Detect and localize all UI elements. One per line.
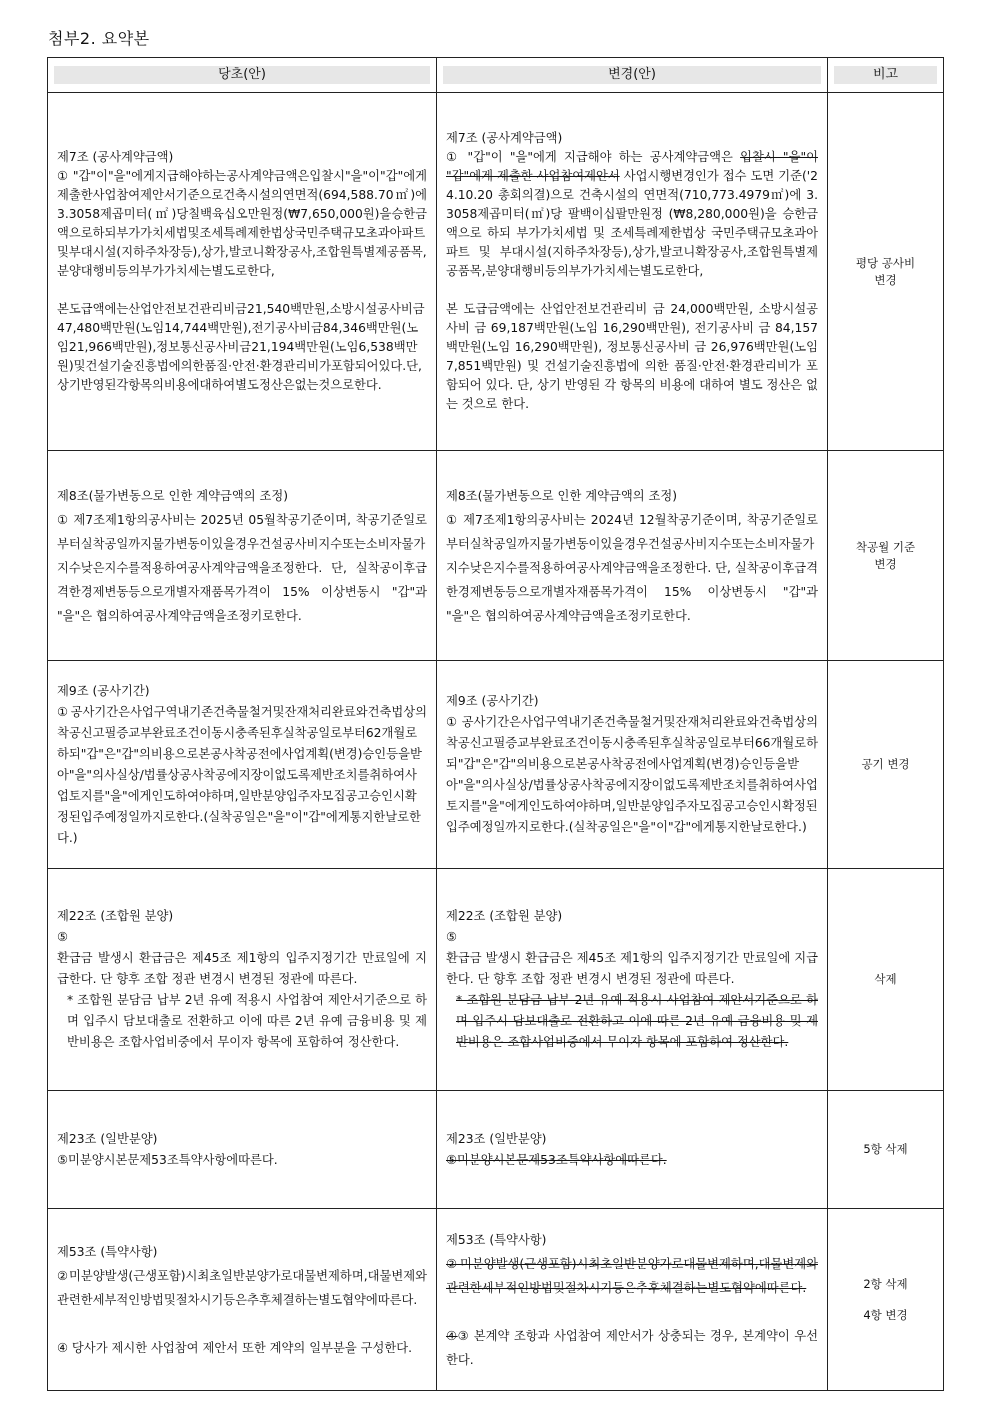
art22-orig-num: ⑤ xyxy=(57,930,69,944)
art8-changed xyxy=(437,451,828,661)
art9-orig-title: 제9조 (공사기간) xyxy=(57,683,150,698)
art8-orig-p1: ① 제7조제1항의공사비는 2025년 05월착공기준이며, 착공기준일로부터실착공일까지물가변동이있을경우건설공사비지수또는소비자물가지수낮은지수를적용하여공사계약금액을조정한다. 단, 실착공이후급격한경제변동등으로개별자재품목가격이 15% 이상변동시 "갑"과 "을"은 협의하여공사계약금액을조정키로한다. xyxy=(57,512,427,623)
art9-orig-p1: ①공사기간은사업구역내기존건축물철거및잔재처리완료와건축법상의착공신고필증교부완료조건이동시충족된후실착공일로부터62개월로하되"갑"은"갑"의비용으로본공사착공전에사업계획(변경)승인등을받아"을"의사실상/법률상공사착공에지장이없도록제반조치를취하여사업토지를"을"에게인도하여야하며,일반분양입주자모집공고승인시확정된입주예정일까지로한다.(실착공일은"을"이"갑"에게통지한날로한다.) xyxy=(57,704,427,845)
art8-orig-title: 제8조(물가변동으로 인한 계약금액의 조정) xyxy=(57,488,289,503)
art7-orig-p2: 본도급액에는산업안전보건관리비금21,540백만원,소방시설공사비금47,480백만원(노임14,744백만원),전기공사비금84,346백만원(노임21,966백만원),정보통신공사비금21,194백만원(노임6,538백만원)및건설기술진흥법에의한품질·안전·환경관리비가포함되어있다.단,상기반영된각항목의비용에대하여별도정산은없는것으로한다. xyxy=(57,302,425,392)
art7-new-p2: 본 도급금액에는 산업안전보건관리비 금 24,000백만원, 소방시설공사비 금 69,187백만원(노임 16,290백만원), 전기공사비 금 84,157백만원(노임 16,290백만원), 정보통신공사비 금 26,976백만원(노임 7,851백만원) 및 건설기술진흥법에 의한 품질·안전·환경관리비가 포함되어 있다. 단, 상기 반영된 각 항목의 비용에 대하여 별도 정산은 없는 것으로 한다. xyxy=(446,302,818,411)
art23-orig-title: 제23조 (일반분양) xyxy=(57,1131,158,1146)
art53-new-p1-deleted: ②미분양발생(근생포함)시최초일반분양가로대물변제하며,대물변제와관련한세부적인방법및절차시기등은추후체결하는별도협약에따른다. xyxy=(446,1256,818,1295)
header-row xyxy=(48,58,944,93)
art23-remark: 5항 삭제 xyxy=(828,1091,944,1209)
art8-new-p1: ① 제7조제1항의공사비는 2024년 12월착공기준이며, 착공기준일로부터실착공일까지물가변동이있을경우건설공사비지수또는소비자물가지수낮은지수를적용하여공사계약금액을조정한다. 단, 실착공이후급격한경제변동등으로개별자재품목가격이 15% 이상변동시 "갑"과 "을"은 협의하여공사계약금액을조정키로한다. xyxy=(446,512,818,623)
row-article-22 xyxy=(48,869,944,1091)
art9-changed xyxy=(437,661,828,869)
art22-orig-p1: 환급금 발생시 환급금은 제45조 제1항의 입주지정기간 만료일에 지급한다. 단 향후 조합 정관 변경시 변경된 정관에 따른다. xyxy=(57,951,427,986)
document-title: 첨부2. 요약본 xyxy=(48,29,150,48)
art53-new-p2: ④③ 본계약 조항과 사업참여 제안서가 상충되는 경우, 본계약이 우선한다. xyxy=(446,1328,818,1367)
art22-orig-p2: * 조합원 분담금 납부 2년 유예 적용시 사업참여 제안서기준으로 하며 입주시 담보대출로 전환하고 이에 따른 2년 유예 금융비용 및 제반비용은 조합사업비중에서 무이자 항목에 포함하여 정산한다. xyxy=(67,993,427,1049)
art7-changed xyxy=(437,93,828,451)
art9-remark: 공기 변경 xyxy=(828,661,944,869)
row-article-7 xyxy=(48,93,944,451)
row-article-53 xyxy=(48,1209,944,1391)
art23-orig-p1: ⑤미분양시본문제53조특약사항에따른다. xyxy=(57,1152,278,1167)
art22-new-num: ⑤ xyxy=(446,930,458,944)
art9-new-p1: ①공사기간은사업구역내기존건축물철거및잔재처리완료와건축법상의착공신고필증교부완료조건이동시충족된후실착공일로부터66개월로하되"갑"은"갑"의비용으로본공사착공전에사업계획(변경)승인등을받아"을"의사실상/법률상공사착공에지장이없도록제반조치를취하여사업토지를"을"에게인도하여야하며,일반분양입주자모집공고승인시확정된입주예정일까지로한다.(실착공일은"을"이"갑"에게통지한날로한다.) xyxy=(446,715,819,834)
art7-orig-title: 제7조 (공사계약금액) xyxy=(57,150,174,164)
art7-new-title: 제7조 (공사계약금액) xyxy=(446,131,563,145)
art53-changed xyxy=(437,1209,828,1391)
art7-new-p1: ① "갑"이 "을"에게 지급해야 하는 공사계약금액은 입찰시 "을"이 "갑"에게 제출한 사업참여제안서 사업시행변경인가 접수 도면 기준('24.10.20 총회의결)으로 건축시설의 연면적(710,773.4979㎡)에 3.3058제곱미터(㎡)당 팔백이십팔만원정 (₩8,280,000원)을 승한금액으로 하되 부가가치세법 및 조세특례제한법상 국민주택규모초과아파트 및 부대시설(지하주차장등),상가,발코니확장공사,조합원특별제공품목,분양대행비등의부가가치세는별도로한다, xyxy=(446,150,818,278)
art22-changed xyxy=(437,869,828,1091)
art8-original xyxy=(48,451,437,661)
art22-new-p2-deleted: * 조합원 분담금 납부 2년 유예 적용시 사업참여 제안서기준으로 하며 입주시 담보대출로 전환하고 이에 따른 2년 유예 금융비용 및 제반비용은 조합사업비중에서 무이자 항목에 포함하여 정산한다. xyxy=(456,993,818,1049)
art23-original xyxy=(48,1091,437,1209)
art53-orig-p2: ④ 당사가 제시한 사업참여 제안서 또한 계약의 일부분을 구성한다. xyxy=(57,1340,413,1355)
art23-new-p1-deleted: ⑤미분양시본문제53조특약사항에따른다. xyxy=(446,1152,667,1167)
header-remark: 비고 xyxy=(828,58,944,93)
art53-orig-p1: ②미분양발생(근생포함)시최초일반분양가로대물변제하며,대물변제와관련한세부적인방법및절차시기등은추후체결하는별도협약에따른다. xyxy=(57,1268,427,1307)
art7-remark: 평당 공사비 변경 xyxy=(828,93,944,451)
row-article-8 xyxy=(48,451,944,661)
art9-new-title: 제9조 (공사기간) xyxy=(446,694,539,708)
art22-orig-title: 제22조 (조합원 분양) xyxy=(57,909,174,923)
header-original: 당초(안) xyxy=(48,58,437,93)
summary-table xyxy=(47,57,944,1391)
art22-new-p1: 환급금 발생시 환급금은 제45조 제1항의 입주지정기간 만료일에 지급한다. 단 향후 조합 정관 변경시 변경된 정관에 따른다. xyxy=(446,951,818,986)
art22-remark: 삭제 xyxy=(828,869,944,1091)
art7-original xyxy=(48,93,437,451)
art53-remark: 2항 삭제 4항 변경 xyxy=(828,1209,944,1391)
art23-new-title: 제23조 (일반분양) xyxy=(446,1131,547,1146)
row-article-23 xyxy=(48,1091,944,1209)
art53-new-p2-deleted: ④ xyxy=(446,1328,458,1343)
art23-changed xyxy=(437,1091,828,1209)
art8-remark: 착공월 기준 변경 xyxy=(828,451,944,661)
art8-new-title: 제8조(물가변동으로 인한 계약금액의 조정) xyxy=(446,488,678,503)
art53-orig-title: 제53조 (특약사항) xyxy=(57,1244,158,1259)
art22-original xyxy=(48,869,437,1091)
art9-original xyxy=(48,661,437,869)
art22-new-title: 제22조 (조합원 분양) xyxy=(446,909,563,923)
header-changed: 변경(안) xyxy=(437,58,828,93)
art53-original xyxy=(48,1209,437,1391)
row-article-9 xyxy=(48,661,944,869)
art7-orig-p1: ①"갑"이"을"에게지급해야하는공사계약금액은입찰시"을"이"갑"에게제출한사업참여제안서기준으로건축시설의연면적(694,588.70㎡)에3.3058제곱미터(㎡)당칠백육십오만원정(₩7,650,000원)을승한금액으로하되부가가치세법및조세특례제한법상국민주택규모초과아파트및부대시설(지하주차장등),상가,발코니확장공사,조합원특별제공품목,분양대행비등의부가가치세는별도로한다, xyxy=(57,169,427,278)
art53-new-title: 제53조 (특약사항) xyxy=(446,1232,547,1247)
art7-new-p1-deleted: 입찰시 "을"이 "갑"에게 제출한 사업참여제안서 xyxy=(446,150,818,183)
